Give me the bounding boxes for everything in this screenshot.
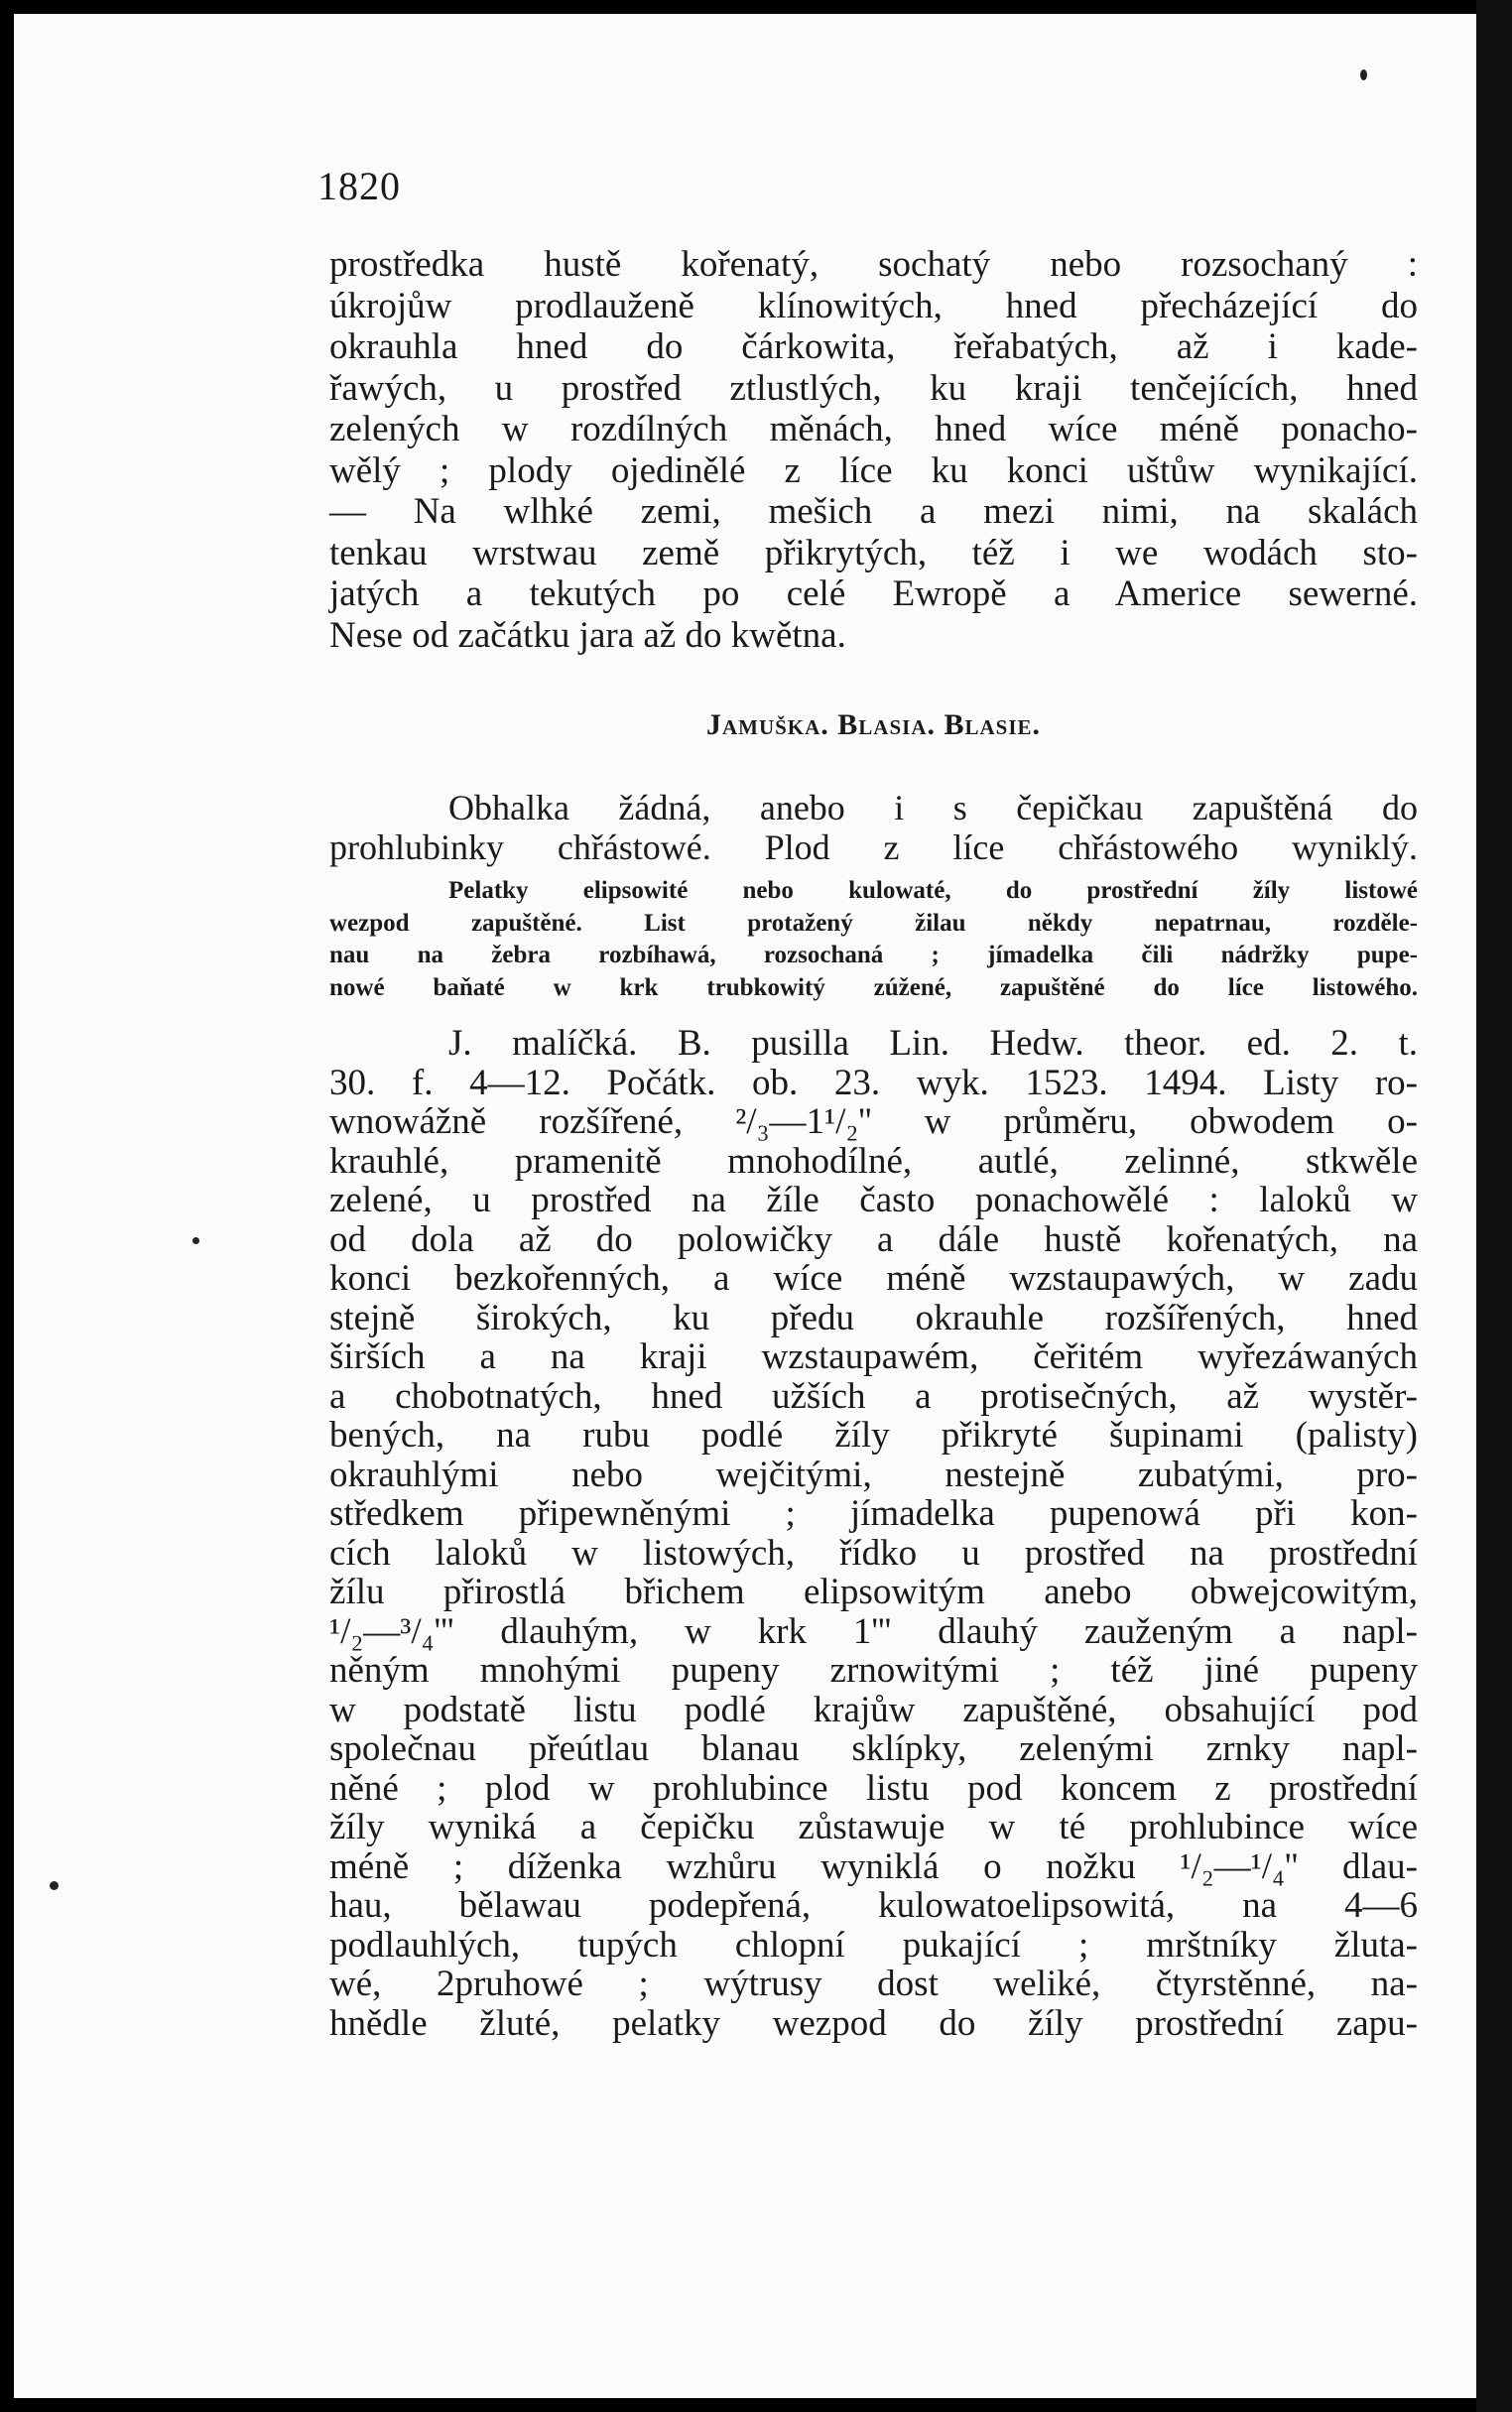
text-line: J. malíčká. B. pusilla Lin. Hedw. theor. ed. 2. t. [448,1023,1418,1064]
text-line: širších a na kraji wzstaupawém, čeřitém wyřezáwaných [329,1336,1418,1377]
text-line: žílu přirostlá břichem elipsowitým anebo obwejcowitým, [329,1572,1418,1612]
text-line: méně ; díženka wzhůru wyniklá o nožku ¹/₂—¹/₄'' dlau- [329,1845,1418,1887]
text-line: společnau přeútlau blanau sklípky, zelenými zrnky napl- [329,1728,1418,1769]
text-line: něné ; plod w prohlubince listu pod koncem z prostřední [329,1767,1418,1809]
scan-border [1476,0,1512,2412]
text-line: nowé baňaté w krk trubkowitý zúžené, zapuštěné do líce listowého. [329,973,1418,1001]
text-line: stejně širokých, ku předu okrauhle rozšířených, hned [329,1297,1418,1338]
paragraph-2 [329,788,1418,867]
text-line: wé, 2pruhowé ; wýtrusy dost weliké, čtyrstěnné, na- [329,1964,1418,2004]
text-line: wělý ; plody ojedinělé z líce ku konci uštůw wynikající. [329,449,1418,491]
text-line: zelené, u prostřed na žíle často ponachowělé : laloků w [329,1180,1418,1220]
text-line: něným mnohými pupeny zrnowitými ; též jiné pupeny [329,1650,1418,1691]
ink-speck [1360,69,1367,80]
text-line: podlauhlých, tupých chlopní pukající ; mrštníky žlutа- [329,1924,1418,1966]
page-number: 1820 [317,164,401,208]
text-line: hau, bělawau podepřená, kulowatoelipsowitá, na 4—6 [329,1885,1418,1926]
text-line: úkrojůw prodlauženě klínowitých, hned přecházející do [329,285,1418,326]
text-line: tenkau wrstwau země přikrytých, též i we wodách sto- [329,532,1418,573]
text-line: Nese od začátku jara až do kwětna. [329,614,846,656]
text-line: cích laloků w listowých, řídko u prostřed na prostřední [329,1532,1418,1574]
text-line: okrauhlými nebo wejčitými, nestejně zubatými, pro- [329,1454,1418,1495]
text-line: ¹/₂—³/₄''' dlauhým, w krk 1''' dlauhý zauženým a napl- [329,1610,1418,1652]
paragraph-1 [329,244,1418,656]
text-line: Obhalka žádná, anebo i s čepičkau zapuštěná do [448,788,1418,827]
text-line: středkem připewněnými ; jímadelka pupenowá při kon- [329,1493,1418,1534]
text-line: 30. f. 4—12. Počátk. ob. 23. wyk. 1523. 1494. Listy ro- [329,1062,1418,1103]
ink-speck [192,1237,199,1244]
text-line: a chobotnatých, hned užších a protisečných, až wystěr- [329,1375,1418,1417]
small-print-block [329,875,1418,1004]
text-line: okrauhla hned do čárkowita, řeřabatých, až i kade- [329,326,1418,367]
paragraph-3 [329,1024,1418,2043]
text-line: prostředka hustě kořenatý, sochatý nebo rozsochaný : [329,244,1418,285]
section-heading: Jamuška. Blasia. Blasie. [705,708,1042,741]
text-line: konci bezkořenných, a wíce méně wzstaupawých, w zadu [329,1258,1418,1299]
text-line: wezpod zapuštěné. List protažený žilau někdy nepatrnau, rozděle- [329,909,1418,937]
text-line: Pelatky elipsowité nebo kulowaté, do prostřední žíly listowé [448,877,1418,904]
text-line: wnowážně rozšířené, ²/₃—1¹/₂'' w průměru, obwodem o- [329,1101,1418,1142]
text-line: prohlubinky chřástowé. Plod z líce chřástowého wyniklý. [329,827,1418,867]
text-line: řawých, u prostřed ztlustlých, ku kraji tenčejících, hned [329,367,1418,409]
text-line: od dola až do polowičky a dále hustě kořenatých, na [329,1218,1418,1260]
text-line: hnědle žluté, pelatky wezpod do žíly prostřední zapu- [329,2002,1418,2044]
text-line: jatých a tekutých po celé Ewropě a Americe sewerné. [329,573,1418,614]
ink-speck [50,1881,59,1890]
text-line: w podstatě listu podlé krajůw zapuštěné, obsahující pod [329,1689,1418,1730]
text-line: krauhlé, pramenitě mnohodílné, autlé, zelinné, stkwěle [329,1140,1418,1182]
text-line: bených, na rubu podlé žíly přikryté šupinami (palisty) [329,1415,1418,1456]
text-line: žíly wyniká a čepičku zůstawuje w té prohlubince wíce [329,1807,1418,1847]
book-page [14,14,1476,2398]
text-line: nau na žebra rozbíhawá, rozsochaná ; jímadelka čili nádržky pupe- [329,942,1418,968]
text-line: — Na wlhké zemi, mešich a mezi nimi, na skalách [329,491,1418,532]
text-line: zelených w rozdílných měnách, hned wíce méně ponacho- [329,409,1418,449]
